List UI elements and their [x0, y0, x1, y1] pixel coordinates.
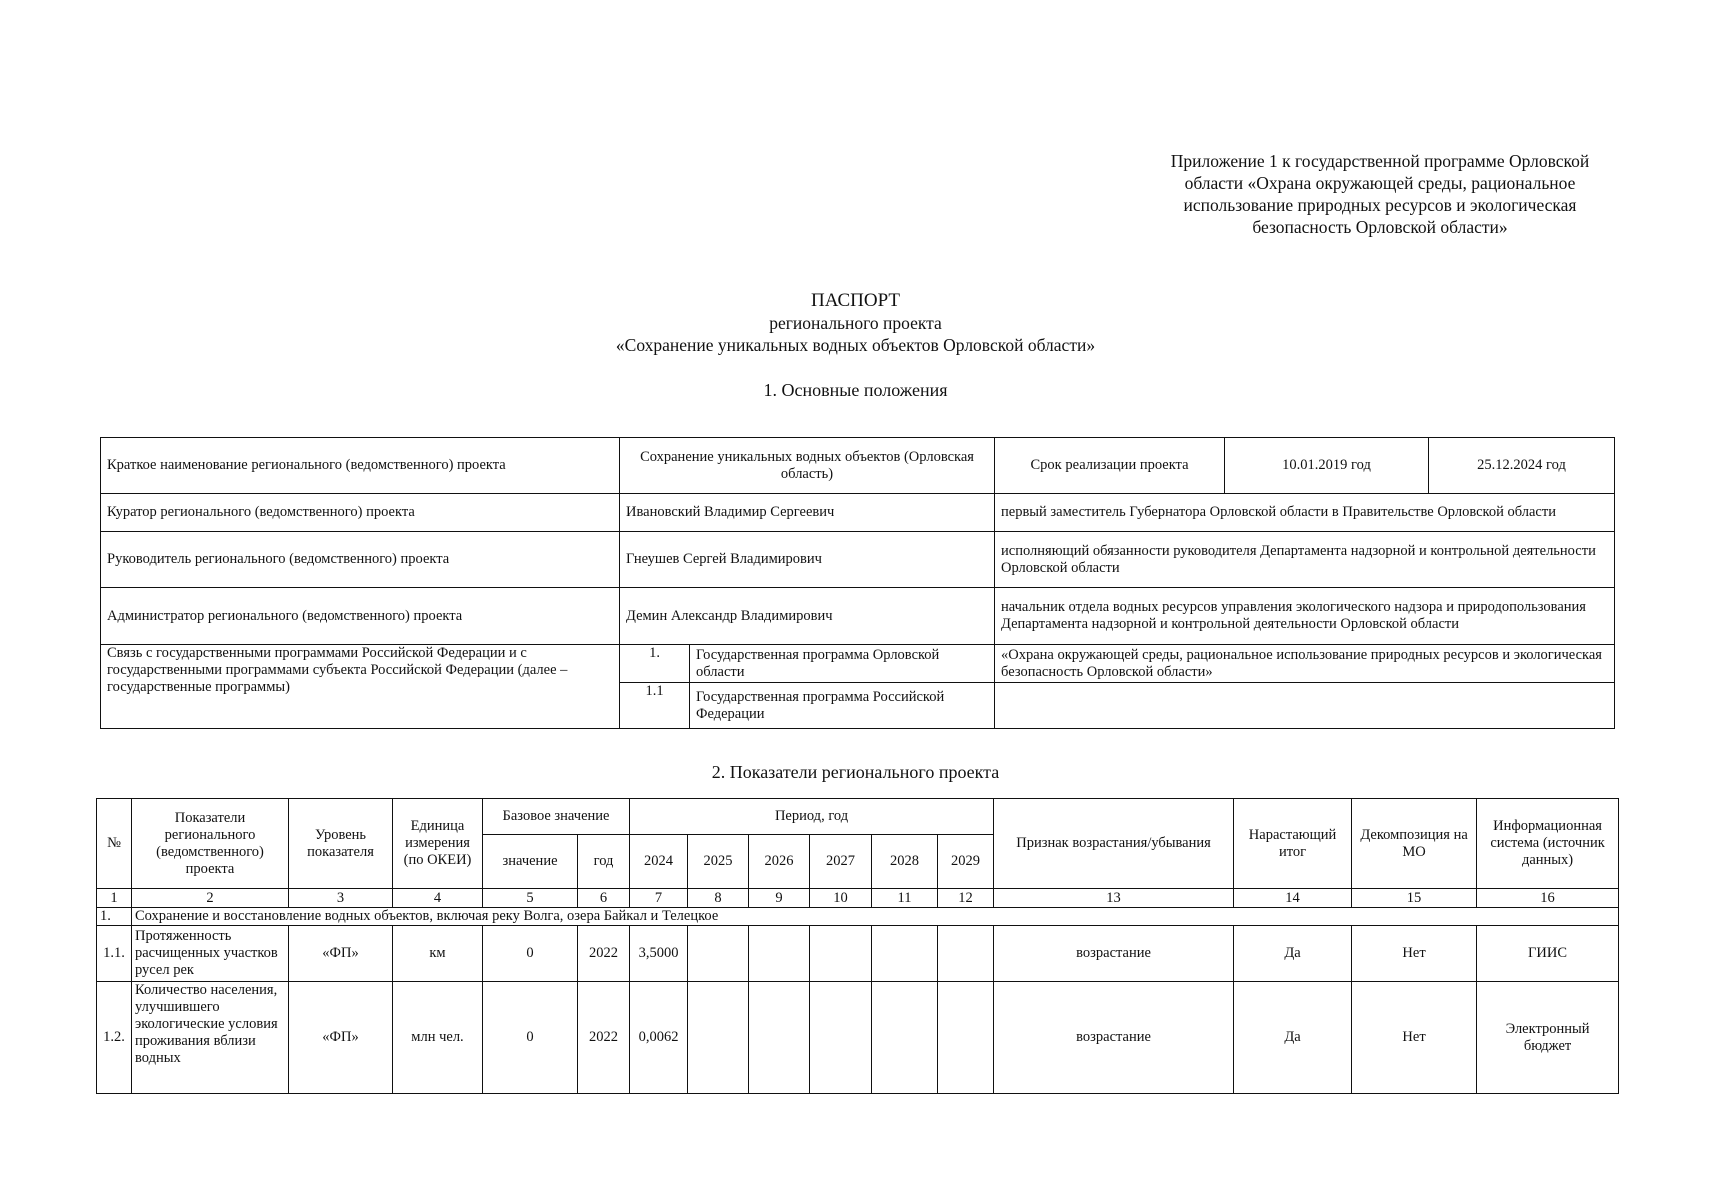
header-num: №	[97, 799, 132, 889]
program-link-label: Связь с государственными программами Российской Федерации и с государственными программами субъекта Российской Федерации (далее – государственные программы)	[101, 645, 620, 729]
curator-label: Куратор регионального (ведомственного) проекта	[101, 494, 620, 532]
column-index: 1	[97, 889, 132, 908]
head-name: Гнеушев Сергей Владимирович	[620, 532, 995, 588]
row-value-2028	[872, 982, 938, 1094]
row-value-2027	[810, 982, 872, 1094]
column-index: 2	[132, 889, 289, 908]
row-base-value: 0	[483, 926, 578, 982]
row-value-2025	[688, 926, 749, 982]
header-info-system: Информационная система (источник данных)	[1477, 799, 1619, 889]
column-index: 15	[1352, 889, 1477, 908]
row-value-2027	[810, 926, 872, 982]
appendix-line: использование природных ресурсов и экологическая	[1183, 195, 1577, 215]
curator-name: Ивановский Владимир Сергеевич	[620, 494, 995, 532]
short-name-label: Краткое наименование регионального (ведомственного) проекта	[101, 438, 620, 494]
header-year: 2026	[749, 835, 810, 889]
row-indicator-cell	[132, 982, 289, 1094]
group-row	[97, 908, 1619, 926]
term-start: 10.01.2019 год	[1225, 438, 1429, 494]
header-period: Период, год	[630, 799, 994, 835]
row-info-system: ГИИС	[1477, 926, 1619, 982]
row-indicator-name: Количество населения, улучшившего экологические условия проживания вблизи водных	[135, 982, 278, 1066]
column-index: 16	[1477, 889, 1619, 908]
column-index: 10	[810, 889, 872, 908]
column-index: 5	[483, 889, 578, 908]
row-num: 1.1.	[97, 926, 132, 982]
column-index: 7	[630, 889, 688, 908]
program-name: «Охрана окружающей среды, рациональное использование природных ресурсов и экологическая безопасность Орловской области»	[995, 645, 1615, 683]
header-decomposition: Декомпозиция на МО	[1352, 799, 1477, 889]
header-cumulative: Нарастающий итог	[1234, 799, 1352, 889]
header-level: Уровень показателя	[289, 799, 393, 889]
column-index: 13	[994, 889, 1234, 908]
program-type: Государственная программа Российской Федерации	[690, 683, 995, 729]
row-base-value: 0	[483, 982, 578, 1094]
title-passport: ПАСПОРТ	[810, 290, 901, 311]
row-trend: возрастание	[994, 926, 1234, 982]
column-index: 3	[289, 889, 393, 908]
table-row	[97, 982, 1619, 1094]
row-level: «ФП»	[289, 982, 393, 1094]
section1-title: 1. Основные положения	[763, 380, 948, 400]
row-value-2026	[749, 926, 810, 982]
row-unit: млн чел.	[393, 982, 483, 1094]
column-index-row	[97, 889, 1619, 908]
appendix-line: области «Охрана окружающей среды, рациональное	[1184, 173, 1576, 193]
header-indicator: Показатели регионального (ведомственного) проекта	[132, 799, 289, 889]
row-decomposition: Нет	[1352, 926, 1477, 982]
row-value-2028	[872, 926, 938, 982]
admin-position: начальник отдела водных ресурсов управления экологического надзора и природопользования Департамента надзорной и контрольной деятельности Орловской области	[995, 588, 1615, 645]
row-decomposition: Нет	[1352, 982, 1477, 1094]
indicators-table	[96, 798, 1619, 1094]
group-title: Сохранение и восстановление водных объектов, включая реку Волга, озера Байкал и Телецкое	[132, 908, 1619, 926]
curator-position: первый заместитель Губернатора Орловской области в Правительстве Орловской области	[995, 494, 1615, 532]
row-unit: км	[393, 926, 483, 982]
row-value-2029	[938, 982, 994, 1094]
row-indicator-name: Протяженность расчищенных участков русел рек	[132, 926, 289, 982]
column-index: 4	[393, 889, 483, 908]
row-cumulative: Да	[1234, 982, 1352, 1094]
row-trend: возрастание	[994, 982, 1234, 1094]
row-level: «ФП»	[289, 926, 393, 982]
head-position: исполняющий обязанности руководителя Департамента надзорной и контрольной деятельности Орловской области	[995, 532, 1615, 588]
column-index: 6	[578, 889, 630, 908]
header-trend: Признак возрастания/убывания	[994, 799, 1234, 889]
header-year: 2027	[810, 835, 872, 889]
program-num: 1.	[620, 645, 690, 683]
header-unit: Единица измерения (по ОКЕИ)	[393, 799, 483, 889]
header-base: Базовое значение	[483, 799, 630, 835]
row-value-2024: 3,5000	[630, 926, 688, 982]
row-value-2024: 0,0062	[630, 982, 688, 1094]
admin-name: Демин Александр Владимирович	[620, 588, 995, 645]
header-year: 2025	[688, 835, 749, 889]
term-end: 25.12.2024 год	[1429, 438, 1615, 494]
program-name	[995, 683, 1615, 729]
row-base-year: 2022	[578, 926, 630, 982]
column-index: 11	[872, 889, 938, 908]
header-year: 2028	[872, 835, 938, 889]
column-index: 12	[938, 889, 994, 908]
header-year: 2024	[630, 835, 688, 889]
section2-title: 2. Показатели регионального проекта	[711, 762, 1000, 782]
short-name-value: Сохранение уникальных водных объектов (Орловская область)	[620, 438, 995, 494]
row-base-year: 2022	[578, 982, 630, 1094]
row-info-system: Электронный бюджет	[1477, 982, 1619, 1094]
row-value-2029	[938, 926, 994, 982]
group-num: 1.	[97, 908, 132, 926]
program-type: Государственная программа Орловской области	[690, 645, 995, 683]
basic-provisions-table	[100, 437, 1615, 729]
head-label: Руководитель регионального (ведомственного) проекта	[101, 532, 620, 588]
header-base-year: год	[578, 835, 630, 889]
appendix-note	[1140, 150, 1620, 238]
row-cumulative: Да	[1234, 926, 1352, 982]
row-num: 1.2.	[97, 982, 132, 1094]
header-year: 2029	[938, 835, 994, 889]
table-row	[97, 926, 1619, 982]
appendix-line: Приложение 1 к государственной программе Орловской	[1170, 151, 1590, 171]
title-subtitle: регионального проекта	[769, 313, 942, 333]
program-num: 1.1	[620, 683, 690, 729]
row-value-2026	[749, 982, 810, 1094]
column-index: 8	[688, 889, 749, 908]
document-title	[0, 290, 1711, 356]
column-index: 14	[1234, 889, 1352, 908]
row-value-2025	[688, 982, 749, 1094]
term-label: Срок реализации проекта	[995, 438, 1225, 494]
header-base-value: значение	[483, 835, 578, 889]
appendix-line: безопасность Орловской области»	[1252, 217, 1508, 237]
title-project-name: «Сохранение уникальных водных объектов Орловской области»	[615, 335, 1096, 355]
column-index: 9	[749, 889, 810, 908]
admin-label: Администратор регионального (ведомственного) проекта	[101, 588, 620, 645]
